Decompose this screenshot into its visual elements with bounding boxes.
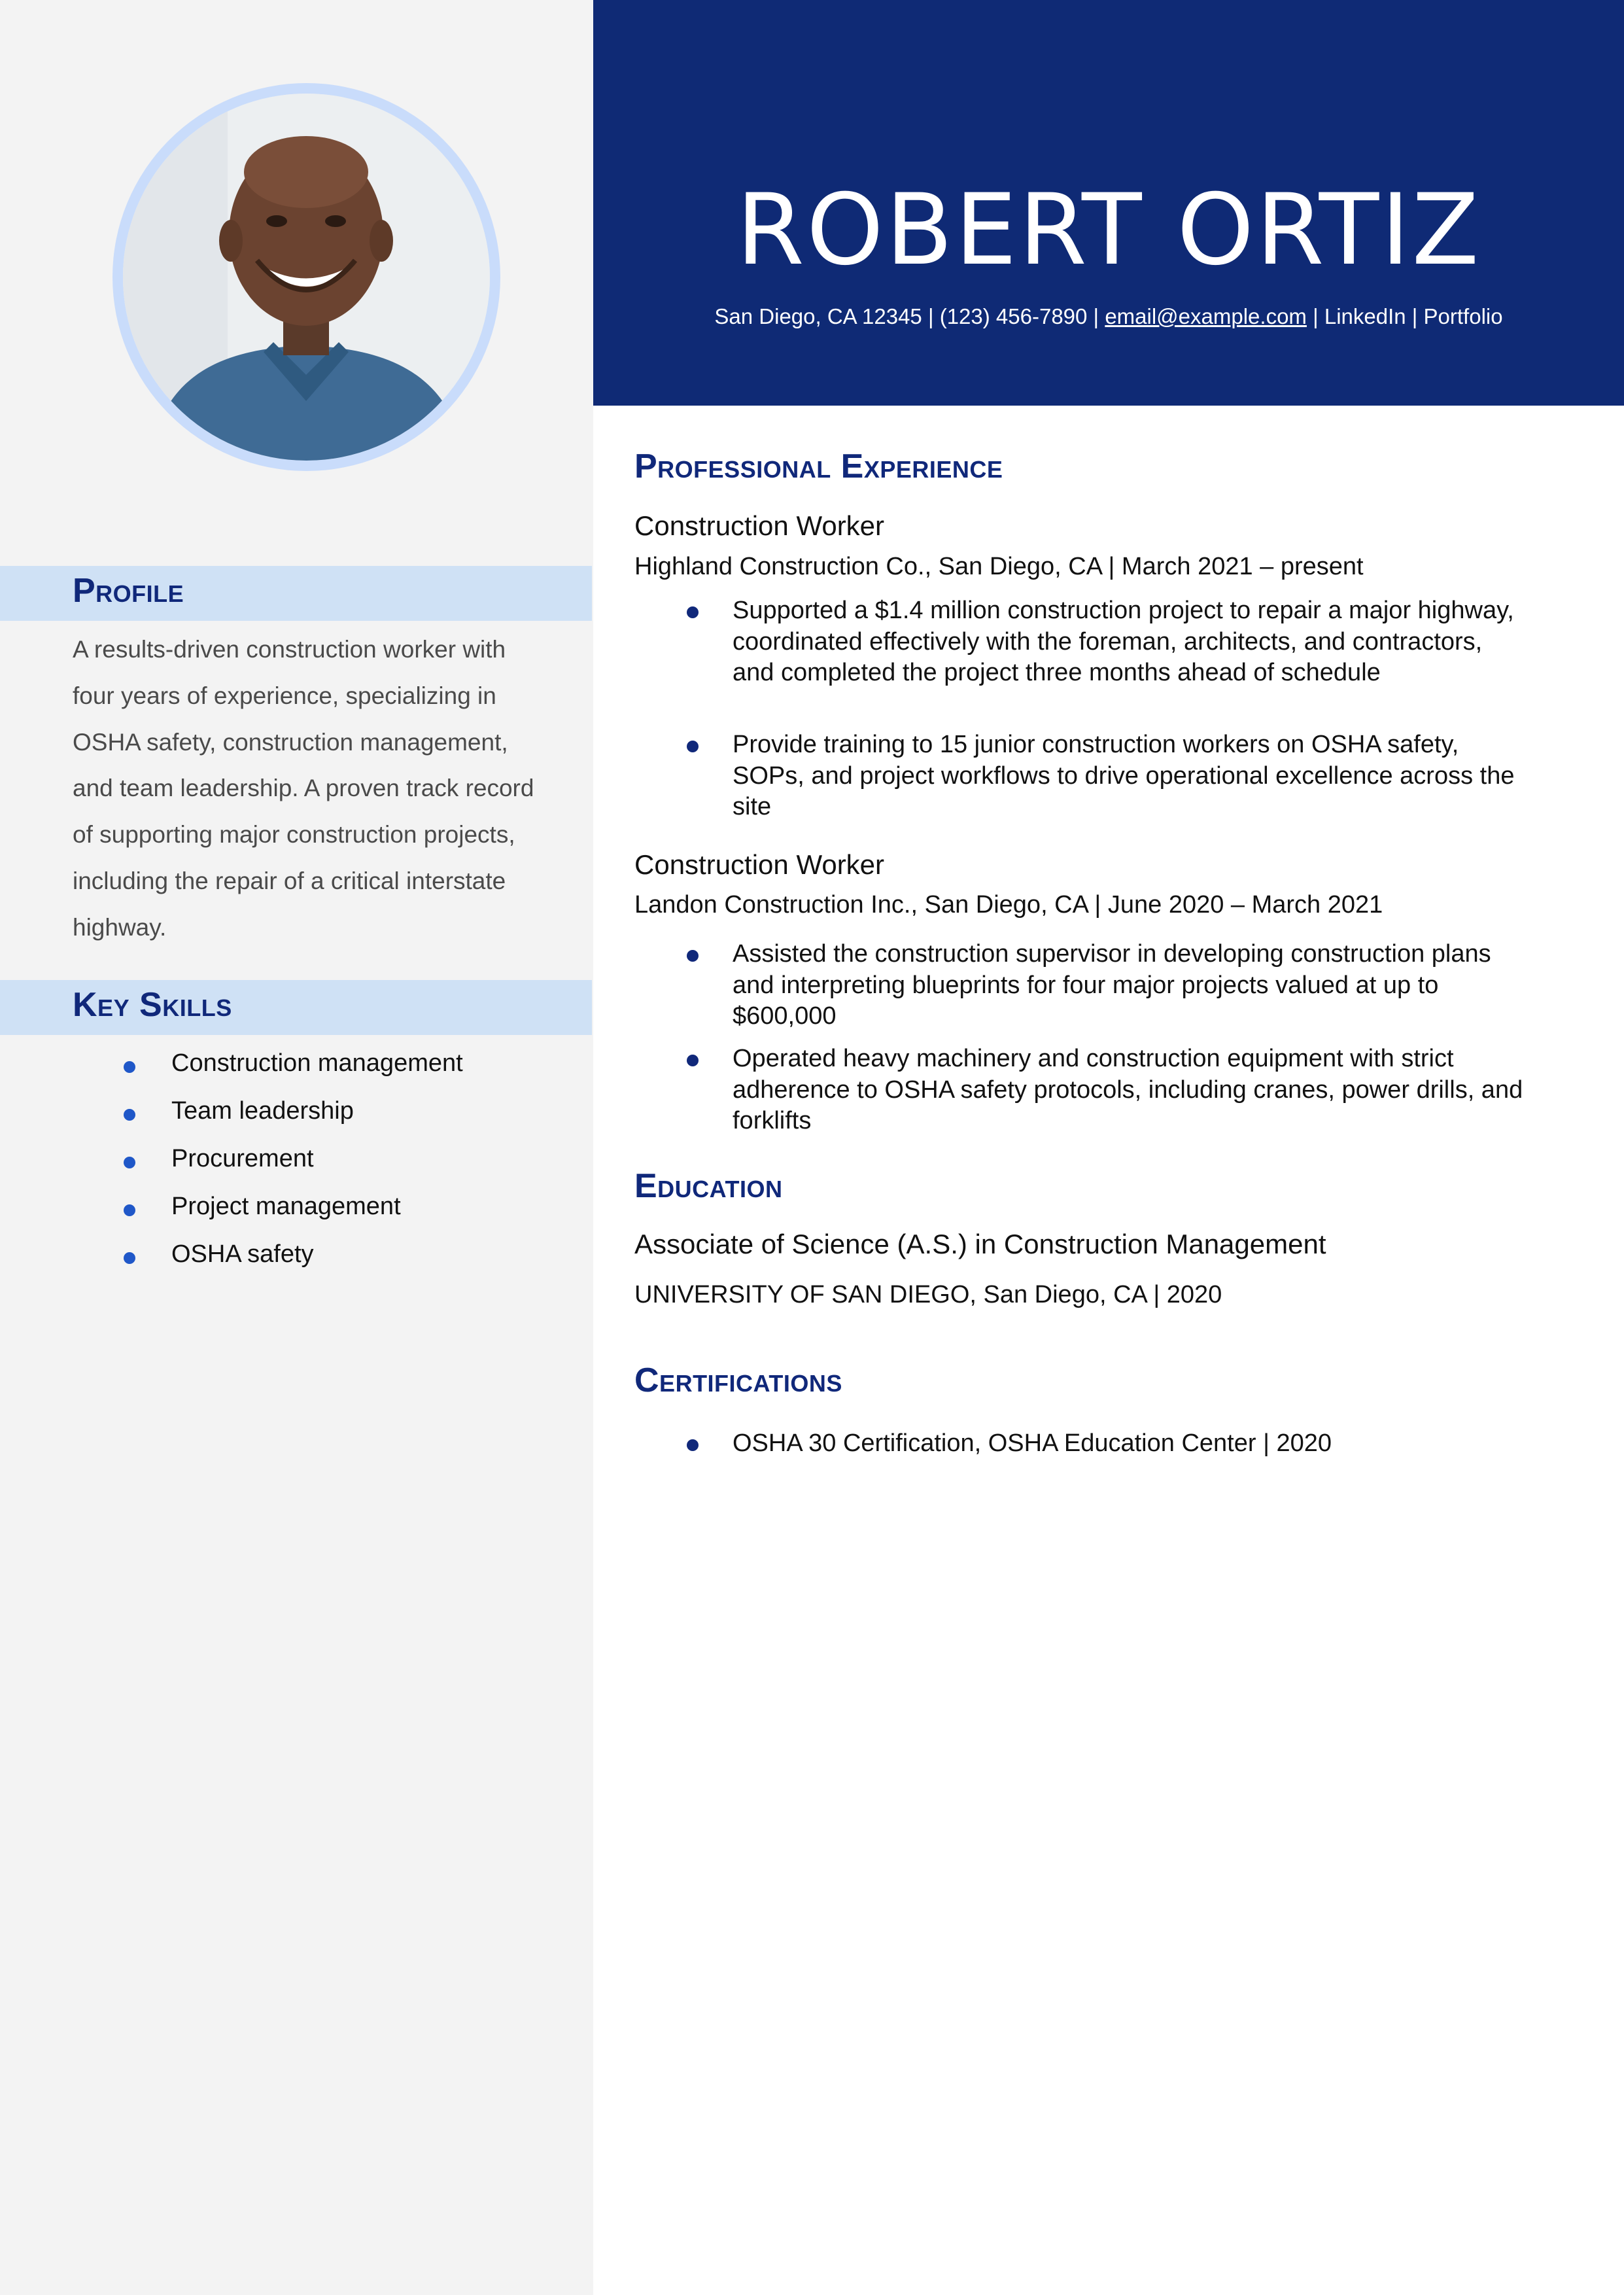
profile-summary: A results-driven construction worker with four years of experience, specializing in OSHA safety, construction management, and team leadership. A proven track record of supporting major construction projects, including the repair of a critical interstate highway. (73, 636, 534, 941)
bullet-icon (124, 1252, 135, 1264)
job-title: Construction Worker (634, 510, 885, 541)
email-link[interactable]: email@example.com (1105, 304, 1307, 328)
bullet-icon (124, 1109, 135, 1121)
candidate-name: ROBERT ORTIZ (736, 173, 1481, 287)
bullet-icon (687, 606, 699, 618)
bullet-icon (687, 741, 699, 752)
experience-heading: Professional Experience (634, 447, 1003, 485)
bullet-text: Operated heavy machinery and construction equipment with strict adherence to OSHA safety protocols, including cranes, power drills, and forklifts (733, 1045, 1523, 1134)
skill-label: Project management (171, 1193, 401, 1220)
person-photo-icon (123, 94, 490, 461)
education-school: UNIVERSITY OF SAN DIEGO, San Diego, CA | 2020 (634, 1281, 1222, 1308)
skill-label: Team leadership (171, 1097, 354, 1125)
contact-phone: (123) 456-7890 (939, 304, 1088, 328)
certification-text: OSHA 30 Certification, OSHA Education Center | 2020 (733, 1429, 1332, 1457)
bullet-text: Supported a $1.4 million construction project to repair a major highway, coordinated effectively with the foreman, architects, and contractors, and completed the project three months ahead of schedule (733, 597, 1514, 686)
contact-line (593, 304, 1624, 329)
bullet-icon (687, 950, 699, 962)
education-degree: Associate of Science (A.S.) in Construction Management (634, 1229, 1326, 1259)
contact-location: San Diego, CA 12345 (714, 304, 922, 328)
contact-separator: | (1406, 304, 1424, 328)
skills-heading: Key Skills (73, 986, 232, 1024)
job-title: Construction Worker (634, 849, 885, 880)
portfolio-link[interactable]: Portfolio (1423, 304, 1503, 328)
education-heading: Education (634, 1167, 783, 1205)
bullet-icon (124, 1061, 135, 1073)
profile-photo-frame (112, 83, 500, 471)
job-meta: Landon Construction Inc., San Diego, CA | June 2020 – March 2021 (634, 891, 1383, 919)
bullet-text: Provide training to 15 junior construction workers on OSHA safety, SOPs, and project workflows to drive operational excellence across the site (733, 731, 1515, 820)
contact-separator: | (922, 304, 940, 328)
bullet-icon (687, 1055, 699, 1066)
bullet-text: Assisted the construction supervisor in developing construction plans and interpreting blueprints for four major projects valued at up to $600,000 (733, 940, 1491, 1030)
skill-label: Construction management (171, 1049, 463, 1077)
skill-label: Procurement (171, 1145, 314, 1172)
certifications-heading: Certifications (634, 1361, 842, 1399)
bullet-icon (687, 1439, 699, 1451)
contact-separator: | (1087, 304, 1105, 328)
skill-label: OSHA safety (171, 1240, 314, 1268)
bullet-icon (124, 1204, 135, 1216)
profile-photo (123, 94, 490, 461)
linkedin-link[interactable]: LinkedIn (1324, 304, 1406, 328)
profile-heading: Profile (73, 572, 184, 610)
bullet-icon (124, 1157, 135, 1168)
contact-separator: | (1306, 304, 1324, 328)
job-meta: Highland Construction Co., San Diego, CA | March 2021 – present (634, 553, 1364, 580)
